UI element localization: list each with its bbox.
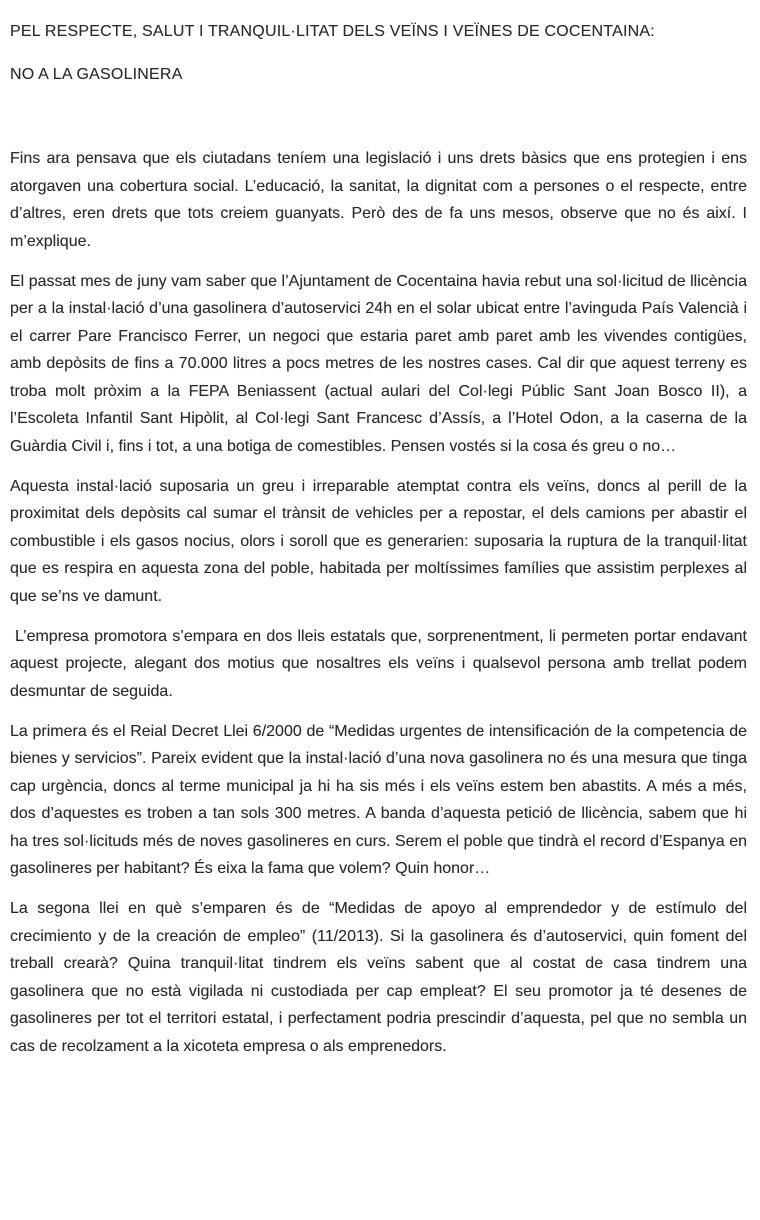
paragraph-license-request: El passat mes de juny vam saber que l’Ajuntament de Cocentaina havia rebut una sol·licitud de llicència per a la instal·lació d’una gasolinera d’autoservici 24h en el solar ubicat entre l’avinguda País Valencià i el carrer Pare Francisco Ferrer, un negoci que estaria paret amb paret amb les vivendes contigües, amb depòsits de fins a 70.000 litres a pocs metres de les nostres cases. Cal dir que aquest terreny es troba molt pròxim a la FEPA Beniassent (actual aulari del Col·legi Públic Sant Joan Bosco II), a l’Escoleta Infantil Sant Hipòlit, al Col·legi Sant Francesc d’Assís, a l’Hotel Odon, a la caserna de la Guàrdia Civil i, fins i tot, a una botiga de comestibles. Pensen vostés si la cosa és greu o no… (10, 272, 747, 455)
paragraph-second-law: La segona llei en què s’emparen és de “Medidas de apoyo al emprendedor y de estímulo del crecimiento y de la creación de empleo” (11/2013). Si la gasolinera és d’autoservici, quin foment del treball crearà? Quina tranquil·litat tindrem els veïns sabent que al costat de casa tindrem una gasolinera que no està vigilada ni custodiada per cap empleat? El seu promotor ja té desenes de gasolineres per tot el territori estatal, i perfectament podria prescindir d’aquesta, pel que no sembla un cas de recolzament a la xicoteta empresa o als emprenedors. (10, 900, 747, 1055)
paragraph-danger: Aquesta instal·lació suposaria un greu i irreparable atemptat contra els veïns, doncs al perill de la proximitat dels depòsits cal sumar el trànsit de vehicles per a repostar, el dels camions per abastir el combustible i els gasos nocius, olors i soroll que es generarien: suposaria la ruptura de la tranquil·litat que es respira en aquesta zona del poble, habitada per moltíssimes famílies que assistim perplexes al que se’ns ve damunt. (10, 477, 747, 605)
document-title-line1: PEL RESPECTE, SALUT I TRANQUIL·LITAT DELS VEÏNS I VEÏNES DE COCENTAINA: (10, 23, 655, 40)
document-title-line2: NO A LA GASOLINERA (10, 65, 183, 83)
paragraph-intro: Fins ara pensava que els ciutadans teníem una legislació i uns drets bàsics que ens protegien i ens atorgaven una cobertura social. L’educació, la sanitat, la dignitat com a persones o el respecte, entre d’altres, eren drets que tots creiem guanyats. Però des de fa uns mesos, observe que no és així. I m’explique. (10, 150, 747, 250)
paragraph-company-laws: L’empresa promotora s’empara en dos lleis estatals que, sorprenentment, li permeten portar endavant aquest projecte, alegant dos motius que nosaltres els veïns i qualsevol persona amb trellat podem desmuntar de seguida. (10, 627, 747, 700)
paragraph-first-law: La primera és el Reial Decret Llei 6/2000 de “Medidas urgentes de intensificación de la competencia de bienes y servicios”. Pareix evident que la instal·lació d’una nova gasolinera no és una mesura que tinga cap urgència, doncs al terme municipal ja hi ha sis més i els veïns estem ben abastits. A més a més, dos d’aquestes es troben a tan sols 300 metres. A banda d’aquesta petició de llicència, sabem que hi ha tres sol·licituds més de noves gasolineres en curs. Serem el poble que tindrà el record d’Espanya en gasolineres per habitant? És eixa la fama que volem? Quin honor… (10, 722, 747, 877)
